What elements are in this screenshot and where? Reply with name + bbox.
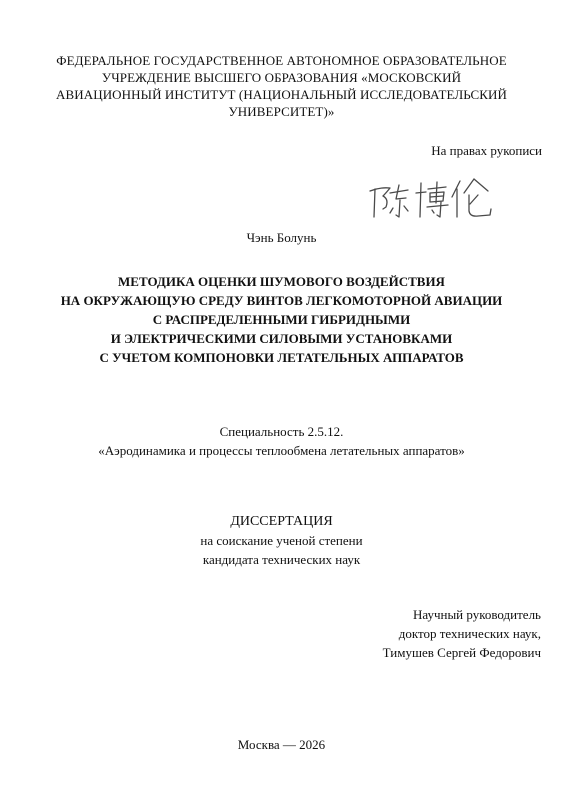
title-line: МЕТОДИКА ОЦЕНКИ ШУМОВОГО ВОЗДЕЙСТВИЯ (118, 274, 445, 289)
signature-stroke (390, 190, 408, 193)
signature-stroke (464, 179, 474, 193)
title-line: НА ОКРУЖАЮЩУЮ СРЕДУ ВИНТОВ ЛЕГКОМОТОРНОЙ АВИАЦИИ (60, 293, 503, 308)
organization-line: УЧРЕЖДЕНИЕ ВЫСШЕГО ОБРАЗОВАНИЯ «МОСКОВСКИЙ (101, 70, 462, 85)
signature-stroke (420, 183, 421, 217)
advisor-degree: доктор технических наук, (398, 626, 541, 641)
signature-stroke (396, 185, 406, 199)
signature-stroke (436, 182, 437, 203)
signature-stroke (404, 206, 408, 211)
signature-stroke (452, 181, 460, 197)
advisor-block (383, 605, 541, 662)
manuscript-note: На правах рукописи (431, 143, 542, 158)
organization-line: ФЕДЕРАЛЬНОЕ ГОСУДАРСТВЕННОЕ АВТОНОМНОЕ ОБРАЗОВАТЕЛЬНОЕ (56, 53, 507, 68)
dissertation-heading: ДИССЕРТАЦИЯ (230, 514, 333, 529)
organization-line: АВИАЦИОННЫЙ ИНСТИТУТ (НАЦИОНАЛЬНЫЙ ИССЛЕДОВАТЕЛЬСКИЙ (55, 87, 508, 102)
specialty-code: Специальность 2.5.12. (219, 424, 344, 439)
organization-line: УНИВЕРСИТЕТ)» (228, 104, 335, 119)
signature-stroke (432, 210, 434, 213)
signature-stroke (469, 195, 491, 216)
title-line: С УЧЕТОМ КОМПОНОВКИ ЛЕТАТЕЛЬНЫХ АППАРАТОВ (99, 350, 464, 365)
title-line: И ЭЛЕКТРИЧЕСКИМИ СИЛОВЫМИ УСТАНОВКАМИ (110, 331, 453, 346)
advisor-name: Тимушев Сергей Федорович (382, 645, 541, 660)
author-name: Чэнь Болунь (246, 230, 317, 245)
signature-stroke (474, 179, 488, 191)
dissertation-title (0, 272, 563, 367)
degree-field: кандидата технических наук (202, 552, 361, 567)
signature-stroke (370, 188, 390, 209)
specialty-name: «Аэродинамика и процессы теплообмена летательных аппаратов» (98, 443, 465, 458)
dissertation-block (0, 512, 563, 569)
advisor-role: Научный руководитель (412, 607, 541, 622)
degree-line: на соискание ученой степени (200, 533, 363, 548)
city-year: Москва — 2026 (237, 737, 326, 752)
organization-header (0, 52, 563, 120)
signature-stroke (437, 202, 441, 217)
signature-stroke (396, 200, 400, 217)
signature-stroke (374, 189, 375, 217)
specialty-block (0, 422, 563, 460)
author-signature (366, 173, 496, 225)
signature-stroke (470, 195, 478, 204)
title-line: С РАСПРЕДЕЛЕННЫМИ ГИБРИДНЫМИ (152, 312, 411, 327)
signature-stroke (427, 205, 448, 207)
signature-stroke (390, 208, 393, 213)
